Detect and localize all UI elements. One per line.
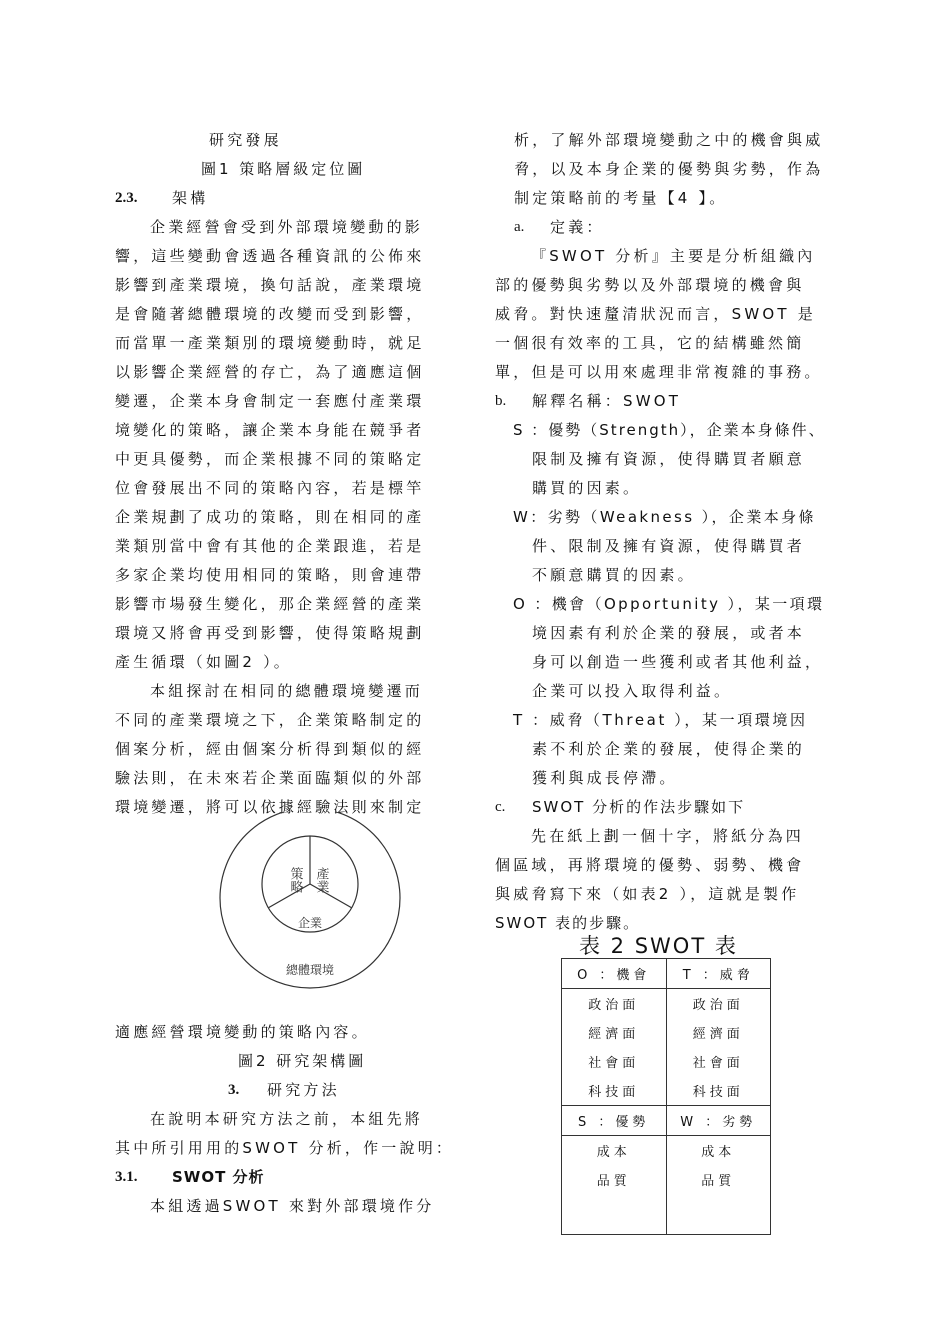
paragraph-line: 本組透過SWOT 來對外部環境作分: [150, 1197, 435, 1215]
paragraph-line: 環境變遷，將可以依據經驗法則來制定: [115, 798, 425, 816]
paragraph-line: T ：威脅（Threat ），某一項環境因: [513, 711, 808, 729]
section-3-number: 3.: [228, 1082, 240, 1098]
paragraph-line: 制定策略前的考量【4 】。: [514, 189, 728, 207]
paragraph-line: 個區域，再將環境的優勢、弱勢、機會: [495, 856, 805, 874]
paragraph-line: 是會隨著總體環境的改變而受到影響，: [115, 305, 425, 323]
figure1-caption: 圖1 策略層級定位圖: [201, 160, 366, 178]
paragraph-line: 影響到產業環境，換句話說，產業環境: [115, 276, 425, 294]
paragraph-line: 位會發展出不同的策略內容，若是標竿: [115, 479, 425, 497]
table-row: [562, 1076, 771, 1106]
table-cell-empty: [562, 1194, 667, 1235]
table-header-row: [562, 1106, 771, 1136]
paragraph-line: 不願意購買的因素。: [532, 566, 696, 584]
table-cell: 品質: [596, 1174, 631, 1189]
paragraph-line: 環境又將會再受到影響，使得策略規劃: [115, 624, 425, 642]
paragraph-line: 以影響企業經營的存亡，為了適應這個: [115, 363, 425, 381]
table-cell: 社會面: [588, 1056, 640, 1071]
table-row: [562, 1136, 771, 1166]
table-row: [562, 1194, 771, 1235]
paragraph-line: 中更具優勢，而企業根據不同的策略定: [115, 450, 425, 468]
paragraph-line: 獲利與成長停滯。: [532, 769, 678, 787]
paragraph-line: 產生循環（如圖2 ）。: [115, 653, 293, 671]
paragraph-line: 變遷，企業本身會制定一套應付產業環: [115, 392, 425, 410]
paragraph-line: 而當單一產業類別的環境變動時，就足: [115, 334, 425, 352]
opportunity-header: O ：機會: [562, 959, 667, 989]
diagram-label-industry: 產業: [313, 867, 329, 893]
section-2-3-number: 2.3.: [115, 190, 138, 206]
item-c-label: c.: [495, 799, 506, 815]
paragraph-line: O ：機會（Opportunity ），某一項環: [513, 595, 825, 613]
section-3-title: 研究方法: [267, 1081, 340, 1099]
item-a-title: 定義：: [550, 218, 605, 236]
paragraph-line: 驗法則，在未來若企業面臨類似的外部: [115, 769, 425, 787]
table-cell: 政治面: [666, 989, 771, 1019]
strength-header: S ：優勢: [562, 1106, 667, 1136]
threat-header: T ：威脅: [666, 959, 771, 989]
paragraph-line: 企業經營會受到外部環境變動的影: [150, 218, 424, 236]
section-2-3-title: 架構: [172, 189, 209, 207]
paragraph-line: S ：優勢（Strength），企業本身條件、: [513, 421, 826, 439]
item-b-label: b.: [495, 393, 507, 409]
figure2-caption: 圖2 研究架構圖: [238, 1052, 367, 1070]
table-cell: 社會面: [666, 1047, 771, 1076]
item-b-title: 解釋名稱：SWOT: [532, 392, 682, 410]
paragraph-line: 部的優勢與劣勢以及外部環境的機會與: [495, 276, 805, 294]
paragraph-line: 境因素有利於企業的發展，或者本: [532, 624, 806, 642]
paragraph-line: 單，但是可以用來處理非常複雜的事務。: [495, 363, 823, 381]
paragraph-line: W：劣勢（Weakness ），企業本身條: [513, 508, 816, 526]
weakness-header: W ：劣勢: [666, 1106, 771, 1136]
paragraph-line: 本組探討在相同的總體環境變遷而: [150, 682, 424, 700]
paragraph-line: 不同的產業環境之下，企業策略制定的: [115, 711, 425, 729]
paragraph-line: 業類別當中會有其他的企業跟進，若是: [115, 537, 425, 555]
diagram-label-enterprise: 企業: [297, 916, 323, 930]
table-row: [562, 1047, 771, 1076]
paragraph-line: 購買的因素。: [532, 479, 642, 497]
section-3-1-number: 3.1.: [115, 1169, 138, 1185]
table-row: [562, 1018, 771, 1047]
item-c-title: SWOT 分析的作法步驟如下: [532, 798, 746, 816]
paragraph-line: 個案分析，經由個案分析得到類似的經: [115, 740, 425, 758]
table-cell: 經濟面: [588, 1027, 640, 1042]
paragraph-line: 脅，以及本身企業的優勢與劣勢，作為: [514, 160, 824, 178]
item-a-label: a.: [514, 219, 525, 235]
swot-table: [561, 958, 771, 1235]
table-cell: 品質: [666, 1165, 771, 1194]
section-3-1-title: SWOT 分析: [172, 1168, 265, 1186]
paragraph-line: 影響市場發生變化，那企業經營的產業: [115, 595, 425, 613]
paragraph-line: 限制及擁有資源，使得購買者願意: [532, 450, 806, 468]
table2-title: 表 2 SWOT 表: [579, 934, 738, 958]
paragraph-line: 境變化的策略，讓企業本身能在競爭者: [115, 421, 425, 439]
diagram-label-strategy: 策略: [287, 867, 303, 893]
table-cell: 成本: [666, 1136, 771, 1166]
table-header-row: [562, 959, 771, 989]
table-row: [562, 989, 771, 1019]
paragraph-line: 企業可以投入取得利益。: [532, 682, 733, 700]
paragraph-line: 『SWOT 分析』主要是分析組織內: [531, 247, 816, 265]
research-framework-diagram: [210, 812, 410, 990]
paragraph-line: 析，了解外部環境變動之中的機會與威: [514, 131, 824, 149]
table-cell: 經濟面: [666, 1018, 771, 1047]
paragraph-line: 其中所引用用的SWOT 分析，作一說明：: [115, 1139, 455, 1157]
table-cell: 科技面: [588, 1085, 640, 1100]
paragraph-line: SWOT 表的步驟。: [495, 914, 641, 932]
paragraph-line: 素不利於企業的發展，使得企業的: [532, 740, 806, 758]
table-row: [562, 1165, 771, 1194]
table-cell-empty: [666, 1194, 771, 1235]
paragraph-line: 與威脅寫下來（如表2 ），這就是製作: [495, 885, 800, 903]
paragraph-line: 適應經營環境變動的策略內容。: [115, 1023, 370, 1041]
table-cell: 科技面: [666, 1076, 771, 1106]
paragraph-line: 在說明本研究方法之前，本組先將: [150, 1110, 424, 1128]
paragraph-line: 先在紙上劃一個十字，將紙分為四: [531, 827, 805, 845]
paragraph-line: 身可以創造一些獲利或者其他利益，: [532, 653, 824, 671]
paragraph-line: 件、限制及擁有資源，使得購買者: [532, 537, 806, 555]
paragraph-line: 響，這些變動會透過各種資訊的公佈來: [115, 247, 425, 265]
table-cell: 成本: [596, 1145, 631, 1160]
paragraph-line: 多家企業均使用相同的策略，則會連帶: [115, 566, 425, 584]
paragraph-line: 企業規劃了成功的策略，則在相同的產: [115, 508, 425, 526]
figure1-prefix-text: 研究發展: [209, 131, 282, 149]
paragraph-line: 威脅。對快速釐清狀況而言，SWOT 是: [495, 305, 816, 323]
diagram-label-macro-environment: 總體環境: [285, 963, 335, 977]
table-cell: 政治面: [588, 998, 640, 1013]
paragraph-line: 一個很有效率的工具，它的結構雖然簡: [495, 334, 805, 352]
